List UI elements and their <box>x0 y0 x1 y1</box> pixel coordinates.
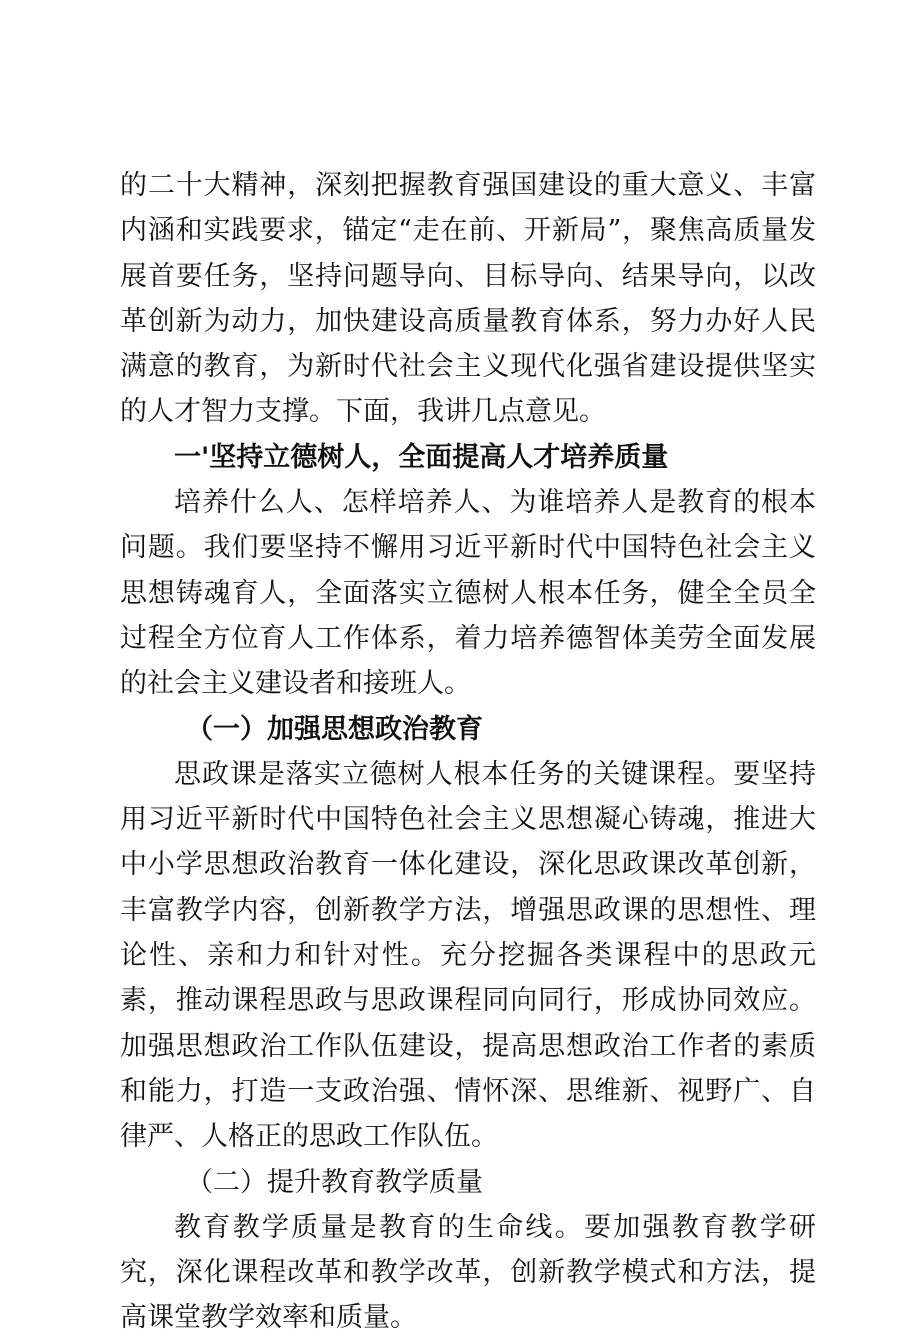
document-body <box>120 163 816 1341</box>
subsection-heading-2: （二）提升教育教学质量 <box>186 1166 483 1198</box>
paragraph-intro-continuation: 的二十大精神，深刻把握教育强国建设的重大意义、丰富内涵和实践要求，锚定“走在前、开新局”，聚焦高质量发展首要任务，坚持问题导向、目标导向、结果导向，以改革创新为动力，加快建设高质量教育体系，努力办好人民满意的教育，为新时代社会主义现代化强省建设提供坚实的人才智力支撑。下面，我讲几点意见。 <box>120 170 816 428</box>
paragraph-section-1: 培养什么人、怎样培养人、为谁培养人是教育的根本问题。我们要坚持不懈用习近平新时代中国特色社会主义思想铸魂育人，全面落实立德树人根本任务，健全全员全过程全方位育人工作体系，着力培养德智体美劳全面发展的社会主义建设者和接班人。 <box>120 487 816 700</box>
paragraph-subsection-2: 教育教学质量是教育的生命线。要加强教育教学研究，深化课程改革和教学改革，创新教学模式和方法，提高课堂教学效率和质量。 <box>120 1211 816 1334</box>
subsection-heading-1: （一）加强思想政治教育 <box>186 713 483 745</box>
section-heading-1: 一'坚持立德树人，全面提高人才培养质量 <box>174 441 669 473</box>
paragraph-subsection-1: 思政课是落实立德树人根本任务的关键课程。要坚持用习近平新时代中国特色社会主义思想凝心铸魂，推进大中小学思想政治教育一体化建设，深化思政课改革创新，丰富教学内容，创新教学方法，增强思政课的思想性、理论性、亲和力和针对性。充分挖掘各类课程中的思政元素，推动课程思政与思政课程同向同行，形成协同效应。加强思想政治工作队伍建设，提高思想政治工作者的素质和能力，打造一支政治强、情怀深、思维新、视野广、自律严、人格正的思政工作队伍。 <box>120 758 816 1153</box>
